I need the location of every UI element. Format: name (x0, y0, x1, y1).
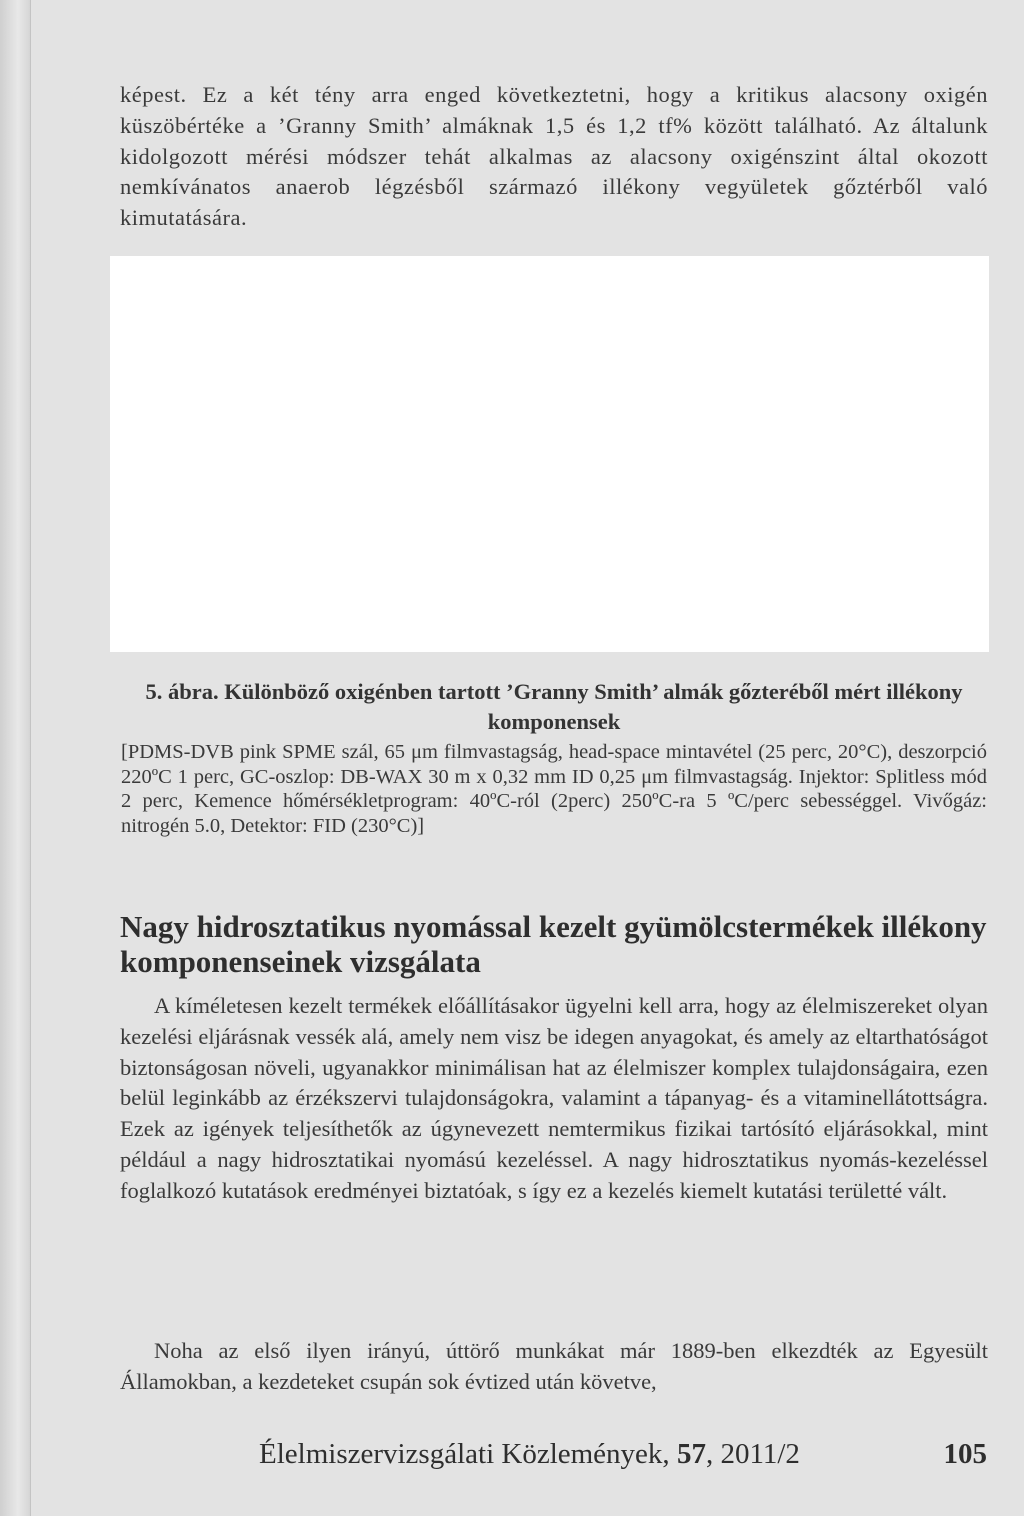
body-paragraph-2-text: A kíméletesen kezelt termékek előállításakor ügyelni kell arra, hogy az élelmiszereket olyan kezelési eljárásnak vessék alá, amely nem visz be idegen anyagokat, és amely az eltarthatóságot biztonságosan növeli, ugyanakkor minimálisan hat az élelmiszer komplex tulajdonságaira, ezen belül leginkább az érzékszervi tulajdonságokra, valamint a tápanyag- és a vitaminellátottságra. Ezek az igények teljesíthetők az úgynevezett nemtermikus fizikai tartósító eljárásokkal, mint például a nagy hidrosztatikai nyomású kezeléssel. A nagy hidrosztatikus nyomás-kezeléssel foglalkozó kutatások eredményei biztatóak, s így ez a kezelés kiemelt kutatási területté vált. (120, 993, 988, 1203)
page-binding-edge (0, 0, 31, 1516)
figure-image-area (110, 256, 989, 652)
page-footer (259, 1434, 987, 1474)
body-paragraph-2 (120, 991, 988, 1207)
body-paragraph-3 (120, 1336, 988, 1398)
figure-caption-details: [PDMS-DVB pink SPME szál, 65 μm filmvastagság, head-space mintavétel (25 perc, 20°C), deszorpció 220ºC 1 perc, GC-oszlop: DB-WAX 30 m x 0,32 mm ID 0,25 μm filmvastagság. Injektor: Splitless mód 2 perc, Kemence hőmérsékletprogram: 40ºC-ról (2perc) 250ºC-ra 5 ºC/perc sebességgel. Vivőgáz: nitrogén 5.0, Detektor: FID (230°C)] (121, 741, 987, 837)
page-number: 105 (943, 1438, 987, 1470)
body-paragraph-3-text: Noha az első ilyen irányú, úttörő munkákat már 1889-ben elkezdték az Egyesült Államokban, a kezdeteket csupán sok évtized után követve, (120, 1338, 988, 1394)
section-heading: Nagy hidrosztatikus nyomással kezelt gyümölcstermékek illékony komponenseinek vizsgálata (120, 909, 987, 979)
journal-name: Élelmiszervizsgálati Közlemények, (259, 1438, 677, 1470)
body-paragraph-1: képest. Ez a két tény arra enged következtetni, hogy a kritikus alacsony oxigén küszöbértéke a ’Granny Smith’ almáknak 1,5 és 1,2 tf% között található. Az általunk kidolgozott mérési módszer tehát alkalmas az alacsony oxigénszint által okozott nemkívánatos anaerob légzésből származó illékony vegyületek gőztérből való kimutatására. (120, 82, 988, 231)
journal-volume: 57 (676, 1438, 706, 1470)
figure-caption-title: 5. ábra. Különböző oxigénben tartott ’Granny Smith’ almák gőzteréből mért illékony komponensek (145, 679, 963, 734)
page (31, 0, 1024, 1516)
journal-issue: , 2011/2 (705, 1438, 800, 1470)
journal-citation (259, 1434, 800, 1474)
